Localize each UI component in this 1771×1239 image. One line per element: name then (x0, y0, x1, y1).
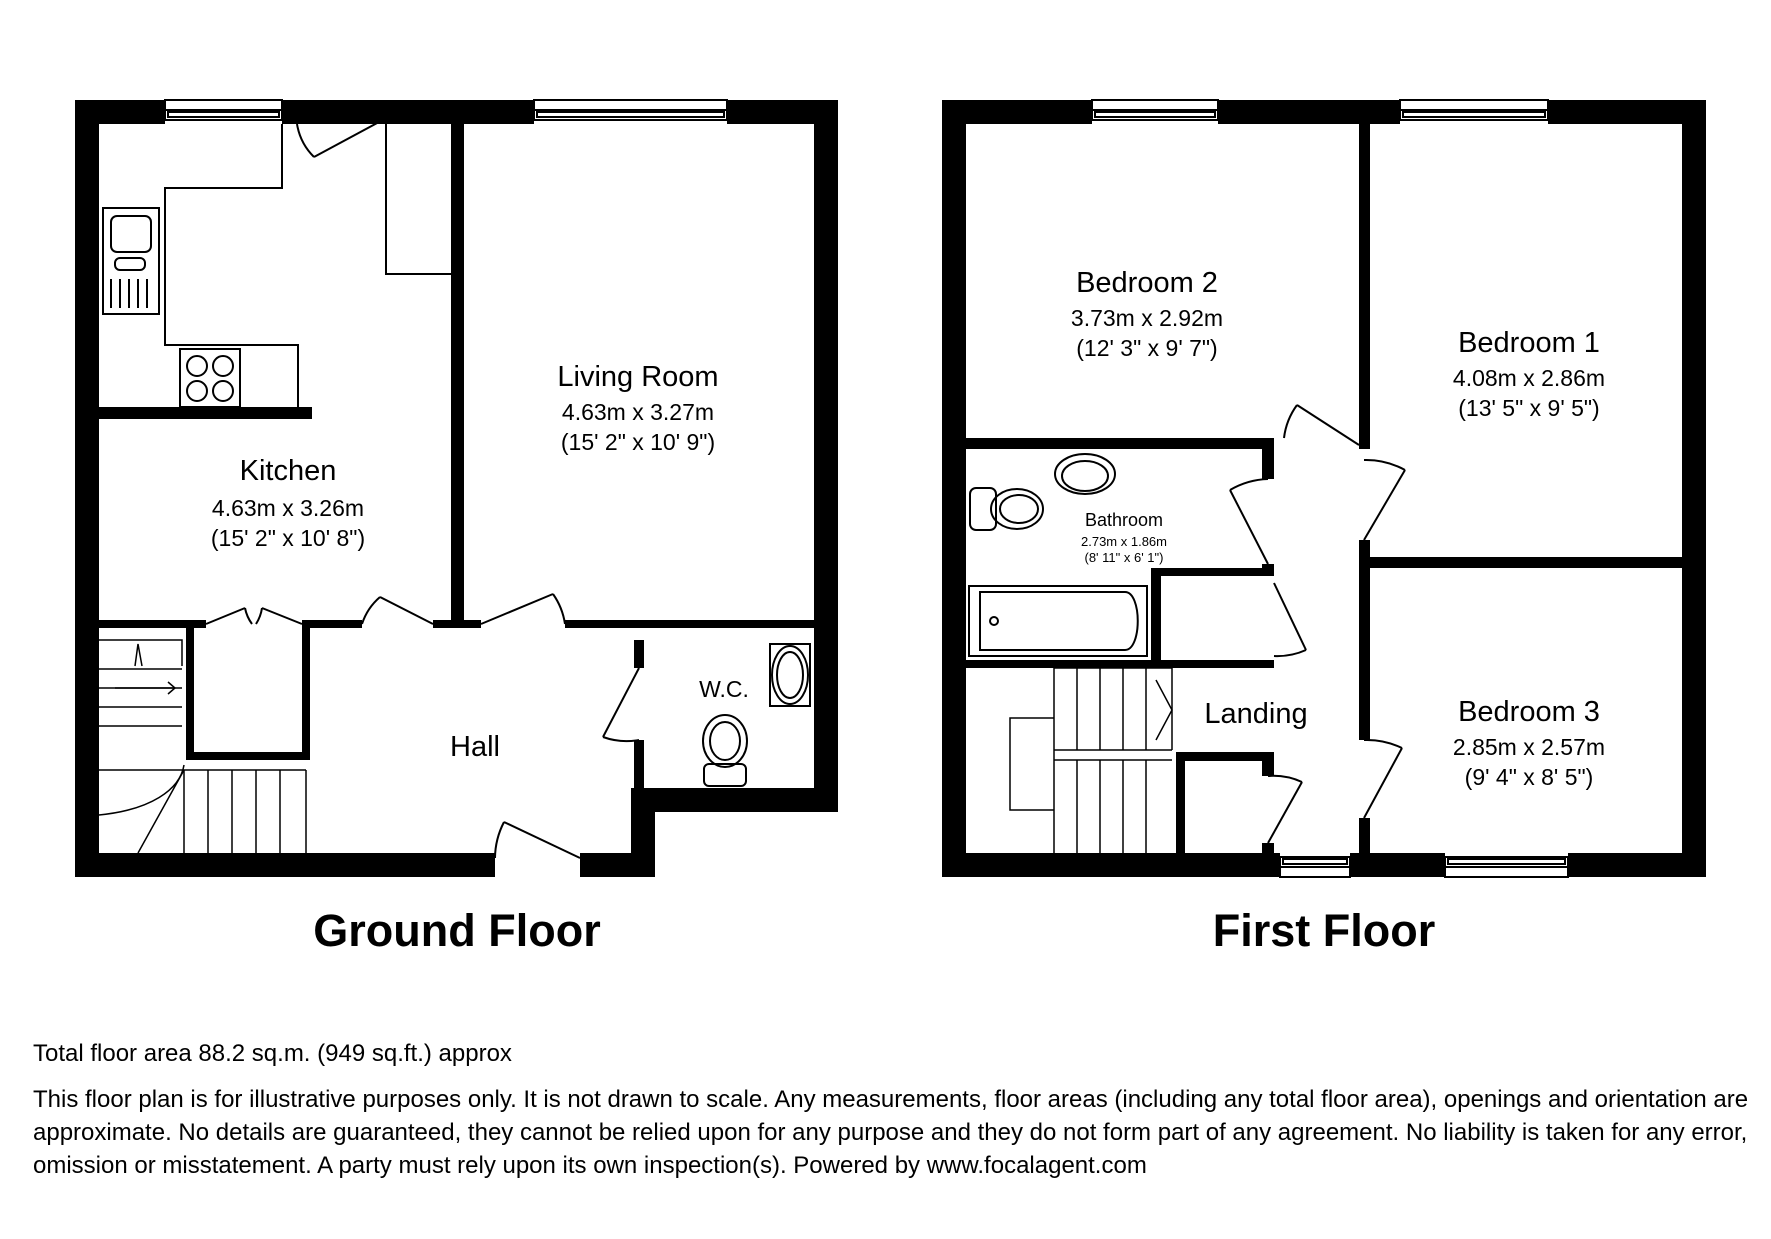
room-name-living-room: Living Room (557, 361, 719, 393)
door-airing-cupboard (1274, 583, 1306, 656)
room-metric-bedroom-1: 4.08m x 2.86m (1452, 365, 1606, 391)
bath-icon (969, 586, 1147, 656)
door-living-room (481, 594, 565, 624)
room-metric-bedroom-3: 2.85m x 2.57m (1452, 734, 1606, 760)
door-back-entrance (297, 122, 379, 157)
disclaimer-text: This floor plan is for illustrative purposes only. It is not drawn to scale. Any measurements, floor areas (including any total floor area), openings and orientation are approximate. No details are guaranteed, they cannot be relied upon for any purpose and they do not form part of any agreement. No liability is taken for any error, omission or misstatement. A party must rely upon its own inspection(s). Powered by www.focalagent.com (33, 1086, 1749, 1179)
room-metric-bedroom-2: 3.73m x 2.92m (1070, 305, 1224, 331)
window-kitchen (165, 100, 282, 120)
room-living-room (557, 361, 718, 455)
door-cupboard-double (206, 608, 302, 624)
ground-floor-plan (75, 100, 838, 956)
window-bedroom-2 (1092, 100, 1218, 120)
bathroom-basin-icon (1055, 454, 1115, 494)
door-bedroom-3 (1364, 740, 1402, 818)
door-landing-cupboard (1268, 776, 1302, 843)
floor-title-ground: Ground Floor (313, 905, 601, 956)
door-kitchen (362, 597, 433, 624)
room-name-wc: W.C. (699, 676, 749, 702)
toilet-icon (703, 715, 747, 786)
door-front-entrance (495, 822, 580, 858)
room-metric-bathroom: 2.73m x 1.86m (1081, 534, 1167, 549)
room-imperial-bedroom-2: (12' 3" x 9' 7") (1076, 335, 1218, 361)
room-name-bedroom-3: Bedroom 3 (1458, 696, 1600, 728)
room-bedroom-3 (1453, 696, 1605, 790)
room-imperial-bedroom-1: (13' 5" x 9' 5") (1458, 395, 1600, 421)
hob-icon (180, 349, 240, 407)
room-name-bathroom: Bathroom (1084, 510, 1164, 530)
bathroom-toilet-icon (970, 488, 1043, 530)
room-name-landing: Landing (1204, 698, 1308, 730)
room-bedroom-1 (1453, 327, 1605, 421)
sink-icon (103, 208, 159, 314)
room-bedroom-2 (1071, 267, 1223, 361)
room-name-bedroom-2: Bedroom 2 (1076, 267, 1218, 299)
room-metric-kitchen: 4.63m x 3.26m (211, 495, 365, 521)
room-name-bedroom-1: Bedroom 1 (1458, 327, 1600, 359)
window-bedroom-1 (1400, 100, 1548, 120)
room-imperial-bedroom-3: (9' 4" x 8' 5") (1464, 764, 1594, 790)
room-kitchen (211, 455, 365, 551)
door-bedroom-1 (1364, 460, 1405, 540)
ground-floor-stairs (99, 640, 306, 853)
room-metric-living-room: 4.63m x 3.27m (561, 399, 715, 425)
room-imperial-living-room: (15' 2" x 10' 9") (560, 429, 716, 455)
room-name-kitchen: Kitchen (239, 455, 337, 487)
window-landing (1280, 857, 1350, 877)
total-floor-area: Total floor area 88.2 sq.m. (949 sq.ft.) approx (33, 1040, 512, 1067)
room-imperial-bathroom: (8' 11" x 6' 1") (1084, 550, 1164, 565)
floor-title-first: First Floor (1212, 905, 1436, 956)
room-name-hall: Hall (450, 731, 500, 763)
door-bathroom (1230, 479, 1268, 564)
first-floor-stairs (1010, 668, 1172, 853)
window-bedroom-3 (1445, 857, 1568, 877)
door-bedroom-2 (1284, 405, 1359, 445)
first-floor-plan (942, 100, 1706, 956)
room-bathroom (1081, 510, 1167, 565)
room-imperial-kitchen: (15' 2" x 10' 8") (210, 525, 366, 551)
basin-icon (770, 644, 810, 706)
window-living-room (534, 100, 727, 120)
door-wc (603, 668, 639, 741)
